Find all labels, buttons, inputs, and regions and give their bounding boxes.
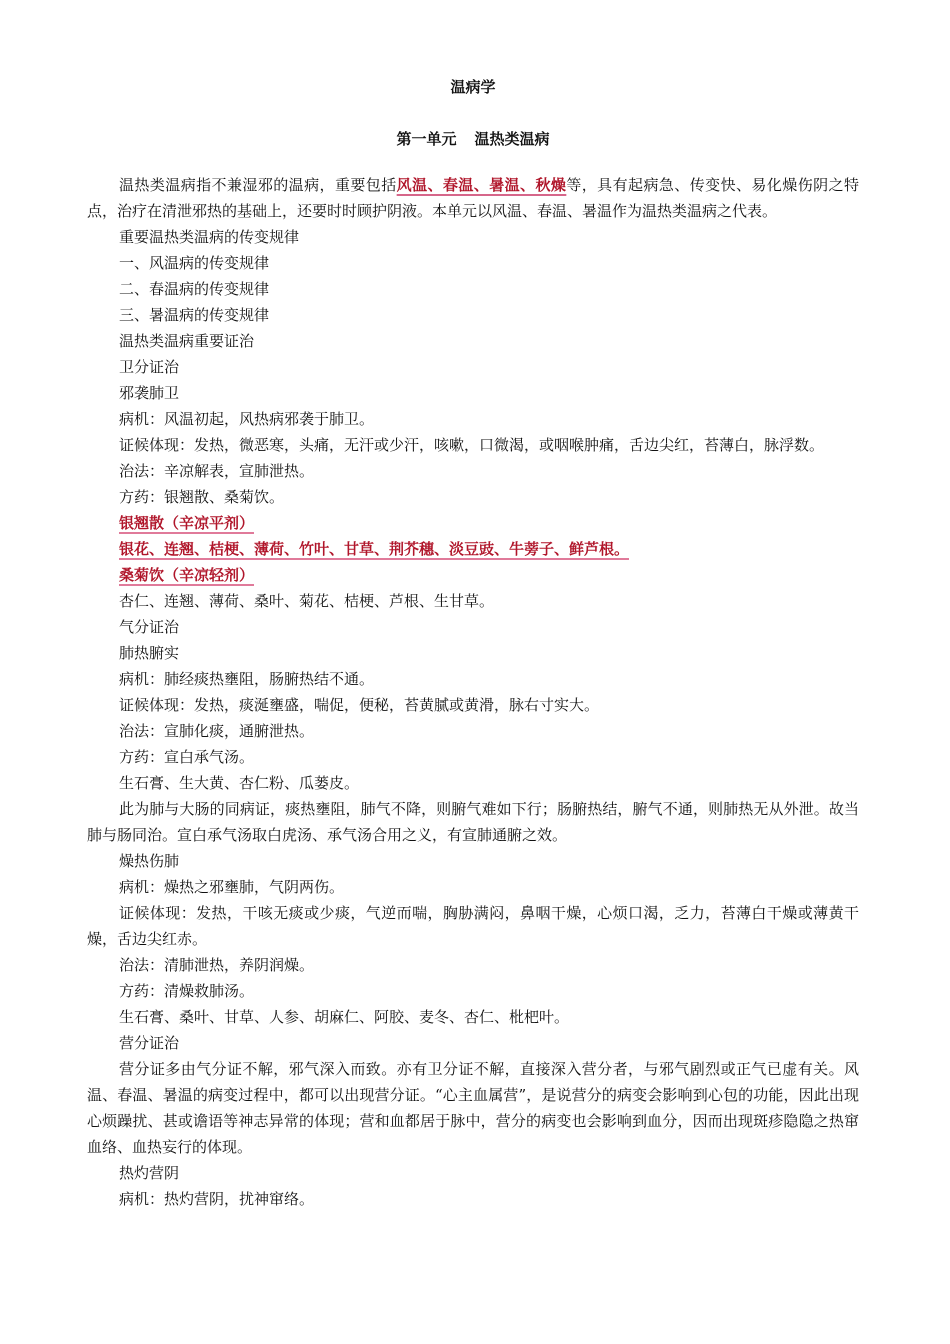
subsection-heading: 卫分证治	[119, 358, 180, 376]
pathogenesis-line: 病机：风温初起，风热病邪袭于肺卫。	[119, 410, 375, 428]
prescription-line: 方药：宣白承气汤。	[119, 748, 255, 766]
treatment-line: 治法：辛凉解表，宣肺泄热。	[119, 462, 315, 480]
treatment-line: 治法：宣肺化痰，通腑泄热。	[119, 722, 315, 740]
symptoms-line: 证候体现：发热，痰涎壅盛，喘促，便秘，苔黄腻或黄滑，脉右寸实大。	[119, 696, 600, 714]
unit-title-number: 第一单元	[396, 130, 457, 148]
subsection-heading: 气分证治	[119, 618, 180, 636]
pathogenesis-line: 病机：燥热之邪壅肺，气阴两伤。	[119, 878, 345, 896]
prescription-line: 方药：银翘散、桑菊饮。	[119, 488, 285, 506]
syndrome-heading: 邪袭肺卫	[119, 384, 180, 402]
document-title: 温病学	[450, 78, 496, 96]
section-heading: 重要温热类温病的传变规律	[119, 228, 300, 246]
list-item: 二、春温病的传变规律	[119, 280, 270, 298]
section-heading: 温热类温病重要证治	[119, 332, 255, 350]
highlight-formula-name	[87, 562, 859, 588]
unit-title	[87, 126, 859, 152]
pathogenesis-line: 病机：肺经痰热壅阻，肠腑热结不通。	[119, 670, 375, 688]
prescription-line: 方药：清燥救肺汤。	[119, 982, 255, 1000]
treatment-line: 治法：清肺泄热，养阴润燥。	[119, 956, 315, 974]
highlight-formula-name	[87, 510, 859, 536]
explanation-paragraph: 此为肺与大肠的同病证，痰热壅阻，肺气不降，则腑气难如下行；肠腑热结，腑气不通，则肺热无从外泄。故当肺与肠同治。宣白承气汤取白虎汤、承气汤合用之义，有宣肺通腑之效。	[87, 800, 859, 844]
document-page	[87, 70, 859, 1212]
ingredients-line: 杏仁、连翘、薄荷、桑叶、菊花、桔梗、芦根、生甘草。	[119, 592, 495, 610]
highlight-formula-ingredients-text: 银花、连翘、桔梗、薄荷、竹叶、甘草、荆芥穗、淡豆豉、牛蒡子、鲜芦根。	[119, 540, 630, 558]
symptoms-line: 证候体现：发热，微恶寒，头痛，无汗或少汗，咳嗽，口微渴，或咽喉肿痛，舌边尖红，苔薄白，脉浮数。	[119, 436, 825, 454]
highlight-formula-ingredients	[87, 536, 859, 562]
syndrome-heading: 燥热伤肺	[119, 852, 180, 870]
intro-paragraph	[87, 172, 859, 224]
syndrome-heading: 热灼营阴	[119, 1164, 180, 1182]
ingredients-line: 生石膏、生大黄、杏仁粉、瓜蒌皮。	[119, 774, 360, 792]
highlight-formula-name-text: 桑菊饮（辛凉轻剂）	[119, 566, 255, 584]
highlight-formula-name-text: 银翘散（辛凉平剂）	[119, 514, 255, 532]
intro-text-after: 等，具有起病急、传变快、易化燥伤阴之特点，治疗在清泄邪热的基础上，还要时时顾护阴液。本单元以风温、春温、暑温作为温热类温病之代表。	[87, 176, 859, 220]
list-item: 一、风温病的传变规律	[119, 254, 270, 272]
intro-highlight: 风温、春温、暑温、秋燥	[396, 176, 567, 194]
subsection-heading: 营分证治	[119, 1034, 180, 1052]
symptoms-line: 证候体现：发热，干咳无痰或少痰，气逆而喘，胸胁满闷，鼻咽干燥，心烦口渴，乏力，苔薄白干燥或薄黄干燥，舌边尖红赤。	[87, 904, 859, 948]
unit-title-name: 温热类温病	[474, 130, 550, 148]
syndrome-heading: 肺热腑实	[119, 644, 180, 662]
intro-text-before: 温热类温病指不兼湿邪的温病，重要包括	[119, 176, 397, 194]
explanation-paragraph: 营分证多由气分证不解，邪气深入而致。亦有卫分证不解，直接深入营分者，与邪气剧烈或正气已虚有关。风温、春温、暑温的病变过程中，都可以出现营分证。“心主血属营”，是说营分的病变会影响到心包的功能，因此出现心烦躁扰、甚或谵语等神志异常的体现；营和血都居于脉中，营分的病变也会影响到血分，因而出现斑疹隐隐之热窜血络、血热妄行的体现。	[87, 1060, 859, 1156]
pathogenesis-line: 病机：热灼营阴，扰神窜络。	[119, 1190, 315, 1208]
list-item: 三、暑温病的传变规律	[119, 306, 270, 324]
ingredients-line: 生石膏、桑叶、甘草、人参、胡麻仁、阿胶、麦冬、杏仁、枇杷叶。	[119, 1008, 570, 1026]
